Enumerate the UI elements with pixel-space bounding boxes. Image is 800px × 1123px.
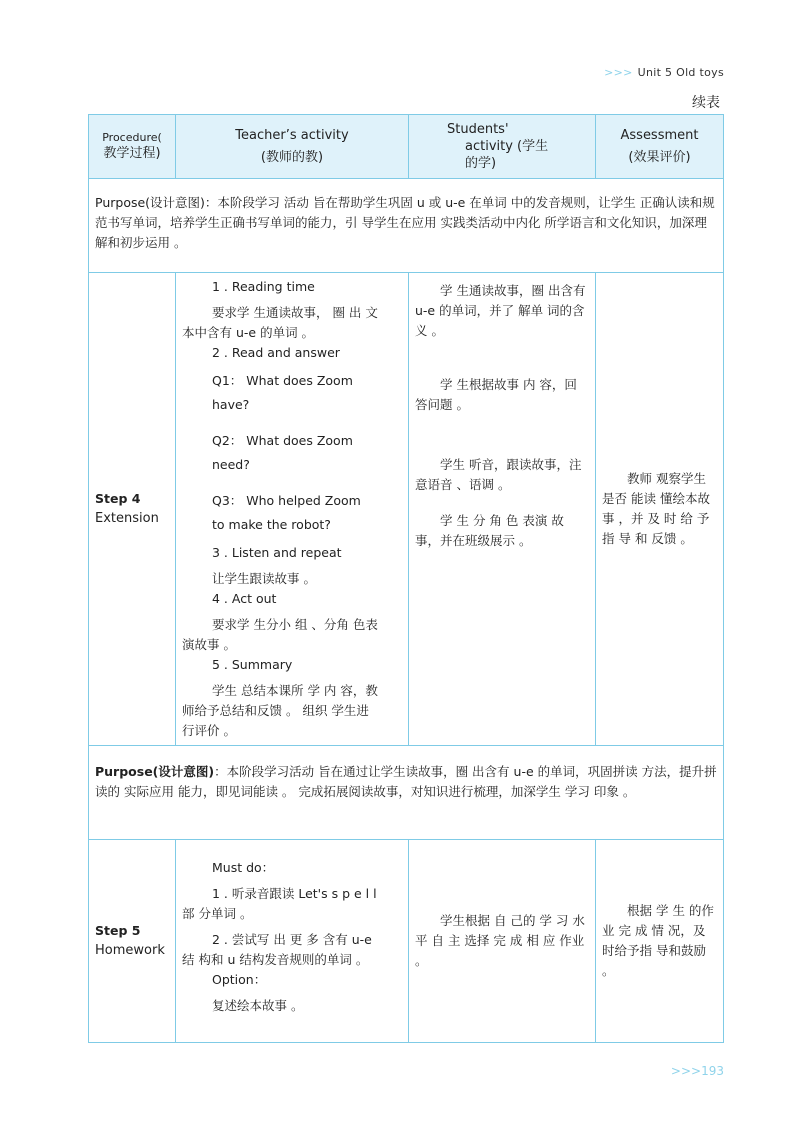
step4-subtitle: Extension <box>95 511 159 526</box>
table-header-row <box>89 115 724 179</box>
list-item: Must do： <box>212 860 275 875</box>
procedure-en: Procedure( <box>102 130 162 144</box>
step5-label-cell <box>89 840 176 1043</box>
list-item: 2 . Read and answer <box>212 345 340 360</box>
purpose-row-1 <box>89 179 724 273</box>
list-item: 结 构和 u 结构发音规则的单词 。 <box>182 952 369 967</box>
step5-row <box>89 840 724 1043</box>
students-line2: activity (学生 <box>465 139 549 154</box>
list-item: 学生 听音，跟读故事，注意语音 、语调 。 <box>415 457 582 492</box>
assessment-en: Assessment <box>620 127 699 143</box>
list-item: Q2： What does Zoom <box>212 433 353 448</box>
list-item: 要求学 生通读故事， 圈 出 文 <box>212 305 378 320</box>
assessment-text: 根据 学 生 的作 业 完 成 情 况，及时给予指 导和鼓励 。 <box>602 903 714 978</box>
purpose-cell-2 <box>89 746 724 840</box>
procedure-zh: 教学过程) <box>103 145 161 161</box>
step5-subtitle: Homework <box>95 943 165 958</box>
step5-teacher-cell <box>176 840 409 1043</box>
step4-label-cell <box>89 273 176 746</box>
list-item: 部 分单词 。 <box>182 906 253 921</box>
continued-label: 续表 <box>692 95 720 111</box>
list-item: 要求学 生分小 组 、分角 色表 <box>212 617 378 632</box>
lesson-plan-table <box>88 114 724 1043</box>
unit-title: Unit 5 Old toys <box>637 66 724 79</box>
step4-students-cell <box>409 273 596 746</box>
list-item: 3 . Listen and repeat <box>212 545 342 560</box>
students-line3: 的学) <box>465 156 497 171</box>
header-students <box>409 115 596 179</box>
list-item: 演故事 。 <box>182 637 236 652</box>
list-item: 学 生根据故事 内 容，回答问题 。 <box>415 377 577 412</box>
list-item: 复述绘本故事 。 <box>212 998 304 1013</box>
list-item: 1 . Reading time <box>212 279 315 294</box>
list-item: need? <box>212 457 250 472</box>
list-item: Q1： What does Zoom <box>212 373 353 388</box>
purpose-text-2 <box>95 762 717 802</box>
students-line1: Students' <box>447 122 509 137</box>
list-item: to make the robot? <box>212 517 331 532</box>
step5-students-cell <box>409 840 596 1043</box>
list-item: 学 生 分 角 色 表演 故 事，并在班级展示 。 <box>415 513 564 548</box>
header-assessment <box>596 115 724 179</box>
list-item: 5 . Summary <box>212 657 293 672</box>
list-item: 1 . 听录音跟读 Let's s p e l l <box>212 886 377 901</box>
step4-teacher-cell <box>176 273 409 746</box>
teacher-en: Teacher’s activity <box>235 127 349 143</box>
list-item: 学生根据 自 己的 学 习 水平 自 主 选择 完 成 相 应 作业 。 <box>415 913 585 968</box>
list-item: 2 . 尝试写 出 更 多 含有 u-e <box>212 932 372 947</box>
list-item: have? <box>212 397 250 412</box>
step4-row <box>89 273 724 746</box>
list-item: 本中含有 u-e 的单词 。 <box>182 325 315 340</box>
list-item: 师给予总结和反馈 。 组织 学生进 <box>182 703 369 718</box>
purpose-label: Purpose(设计意图) <box>95 764 215 779</box>
page-number: >>>193 <box>670 1064 724 1078</box>
header-procedure <box>89 115 176 179</box>
list-item: Option： <box>212 972 267 987</box>
purpose-text-1: Purpose(设计意图)：本阶段学习 活动 旨在帮助学生巩固 u 或 u-e 在单词 中的发音规则，让学生 正确认读和规范书写单词，培养学生正确书写单词的能力，引 导学生在应用 实践类活动中内化 所学语言和文化知识，加深理解和初步运用 。 <box>95 195 715 250</box>
header-teacher <box>176 115 409 179</box>
list-item: 让学生跟读故事 。 <box>212 571 316 586</box>
purpose-cell-1 <box>89 179 724 273</box>
step5-title: Step 5 <box>95 923 141 938</box>
list-item: 学生 总结本课所 学 内 容，教 <box>212 683 378 698</box>
assessment-text: 教师 观察学生是否 能读 懂绘本故 事 ，并 及 时 给 予 指 导 和 反馈 。 <box>602 471 710 546</box>
chevron-arrows-icon: >>> <box>604 66 633 79</box>
step5-assessment-cell <box>596 840 724 1043</box>
purpose-row-2 <box>89 746 724 840</box>
assessment-zh: (效果评价) <box>628 149 691 165</box>
list-item: 学 生通读故事，圈 出含有 u-e 的单词，并了 解单 词的含义 。 <box>415 283 586 338</box>
step4-assessment-cell <box>596 273 724 746</box>
list-item: Q3： Who helped Zoom <box>212 493 361 508</box>
list-item: 行评价 。 <box>182 723 236 738</box>
purpose-body: ：本阶段学习活动 旨在通过让学生读故事，圈 出含有 u-e 的单词，巩固拼读 方法，提升拼读的 实际应用 能力，即见词能读 。 完成拓展阅读故事，对知识进行梳理，加深学生 学习 印象 。 <box>95 764 717 799</box>
running-head <box>604 66 724 79</box>
list-item: 4 . Act out <box>212 591 277 606</box>
teacher-zh: (教师的教) <box>260 149 324 165</box>
step4-title: Step 4 <box>95 491 141 506</box>
